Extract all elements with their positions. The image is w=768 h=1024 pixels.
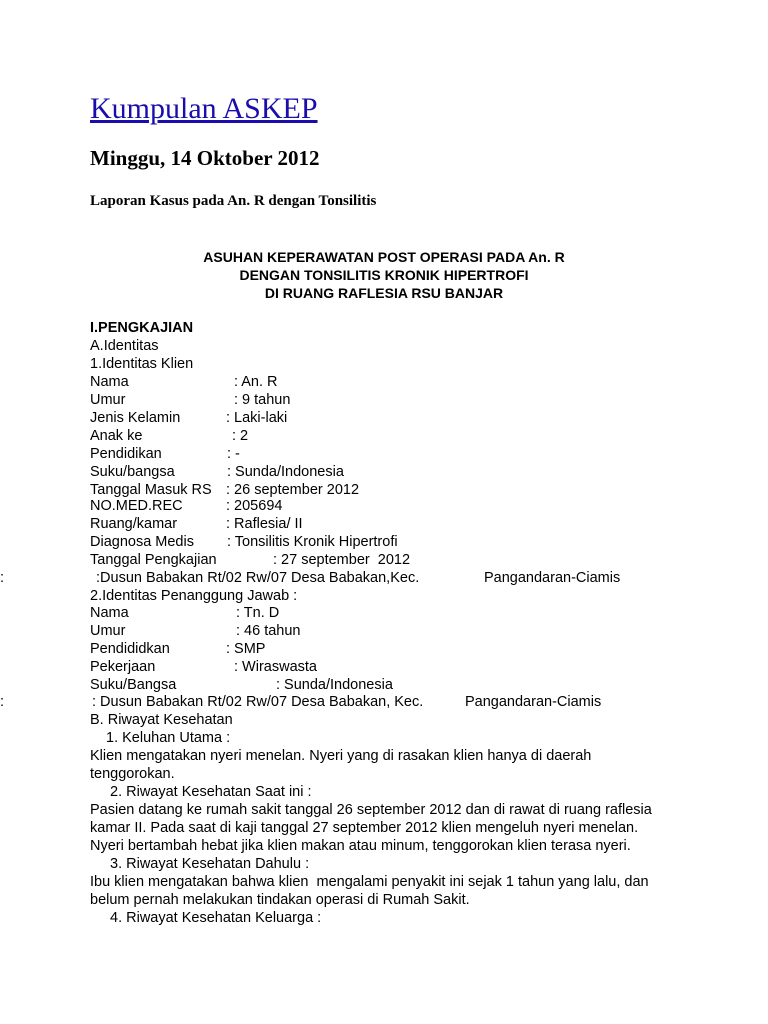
paragraph-line: tenggorokan. — [90, 766, 175, 782]
field-label: Jenis Kelamin — [90, 410, 181, 426]
field-label: Umur — [90, 392, 126, 408]
field-value: : 26 september 2012 — [226, 482, 360, 498]
document-heading-line-3: DI RUANG RAFLESIA RSU BANJAR — [264, 285, 504, 301]
riwayat-saat-ini-title: 2. Riwayat Kesehatan Saat ini : — [110, 784, 312, 800]
field-label: Anak ke — [90, 428, 143, 444]
address-marker: : — [0, 570, 5, 586]
field-value: : Wiraswasta — [234, 659, 317, 675]
field-value: : Tonsilitis Kronik Hipertrofi — [227, 534, 398, 550]
field-label: Nama — [90, 605, 129, 621]
post-title: Laporan Kasus pada An. R dengan Tonsilitis — [90, 193, 377, 209]
field-value: : SMP — [226, 641, 266, 657]
field-label: Umur — [90, 623, 126, 639]
field-value: : Laki-laki — [226, 410, 288, 426]
field-value: : 205694 — [226, 498, 283, 514]
field-label: Tanggal Masuk RS — [90, 482, 212, 498]
paragraph-line: Klien mengatakan nyeri menelan. Nyeri yang di rasakan klien hanya di daerah — [90, 748, 592, 764]
field-value: : 46 tahun — [236, 623, 301, 639]
subsection-riwayat-kesehatan: B. Riwayat Kesehatan — [90, 712, 233, 728]
field-value-address-2: Pangandaran-Ciamis — [484, 570, 621, 586]
field-label: Pekerjaan — [90, 659, 156, 675]
riwayat-keluarga-title: 4. Riwayat Kesehatan Keluarga : — [110, 910, 322, 926]
field-value: : Tn. D — [236, 605, 280, 621]
paragraph-line: belum pernah melakukan tindakan operasi di Rumah Sakit. — [90, 892, 470, 908]
paragraph-line: Nyeri bertambah hebat jika klien makan atau minum, tenggorokan klien terasa nyeri. — [90, 838, 631, 854]
field-label: Diagnosa Medis — [90, 534, 194, 550]
section-pengkajian: I.PENGKAJIAN — [90, 320, 194, 336]
paragraph-line: Pasien datang ke rumah sakit tanggal 26 september 2012 dan di rawat di ruang raflesia — [90, 802, 652, 818]
field-label: Suku/bangsa — [90, 464, 175, 480]
field-value: : 27 september 2012 — [273, 552, 411, 568]
subsection-identitas-klien: 1.Identitas Klien — [90, 356, 194, 372]
subsection-identitas: A.Identitas — [90, 338, 159, 354]
field-label: Suku/Bangsa — [90, 677, 177, 693]
field-label: Pendidikan — [90, 446, 162, 462]
field-value-address: : Dusun Babakan Rt/02 Rw/07 Desa Babakan, Kec. — [92, 694, 424, 710]
field-label: Nama — [90, 374, 129, 390]
field-value: : Sunda/Indonesia — [227, 464, 344, 480]
field-label: NO.MED.REC — [90, 498, 183, 514]
keluhan-utama-title: 1. Keluhan Utama : — [106, 730, 231, 746]
field-value-address: :Dusun Babakan Rt/02 Rw/07 Desa Babakan,Kec. — [96, 570, 420, 586]
field-label: Pendididkan — [90, 641, 170, 657]
field-value: : Sunda/Indonesia — [276, 677, 393, 693]
document-heading-line-2: DENGAN TONSILITIS KRONIK HIPERTROFI — [239, 267, 529, 283]
paragraph-line: Ibu klien mengatakan bahwa klien mengalami penyakit ini sejak 1 tahun yang lalu, dan — [90, 874, 649, 890]
field-label: Tanggal Pengkajian — [90, 552, 217, 568]
field-value-address-2: Pangandaran-Ciamis — [465, 694, 602, 710]
post-date: Minggu, 14 Oktober 2012 — [90, 146, 320, 170]
document-heading-line-1: ASUHAN KEPERAWATAN POST OPERASI PADA An. R — [203, 249, 565, 265]
subsection-identitas-penanggung-jawab: 2.Identitas Penanggung Jawab : — [90, 588, 298, 604]
riwayat-dahulu-title: 3. Riwayat Kesehatan Dahulu : — [110, 856, 310, 872]
field-value: : 2 — [232, 428, 249, 444]
field-label: Ruang/kamar — [90, 516, 178, 532]
blog-title-link[interactable]: Kumpulan ASKEP — [90, 92, 318, 125]
address-marker: : — [0, 694, 5, 710]
field-value: : An. R — [234, 374, 278, 390]
field-value: : - — [227, 446, 240, 462]
field-value: : 9 tahun — [234, 392, 291, 408]
field-value: : Raflesia/ II — [226, 516, 303, 532]
paragraph-line: kamar II. Pada saat di kaji tanggal 27 september 2012 klien mengeluh nyeri menelan. — [90, 820, 639, 836]
